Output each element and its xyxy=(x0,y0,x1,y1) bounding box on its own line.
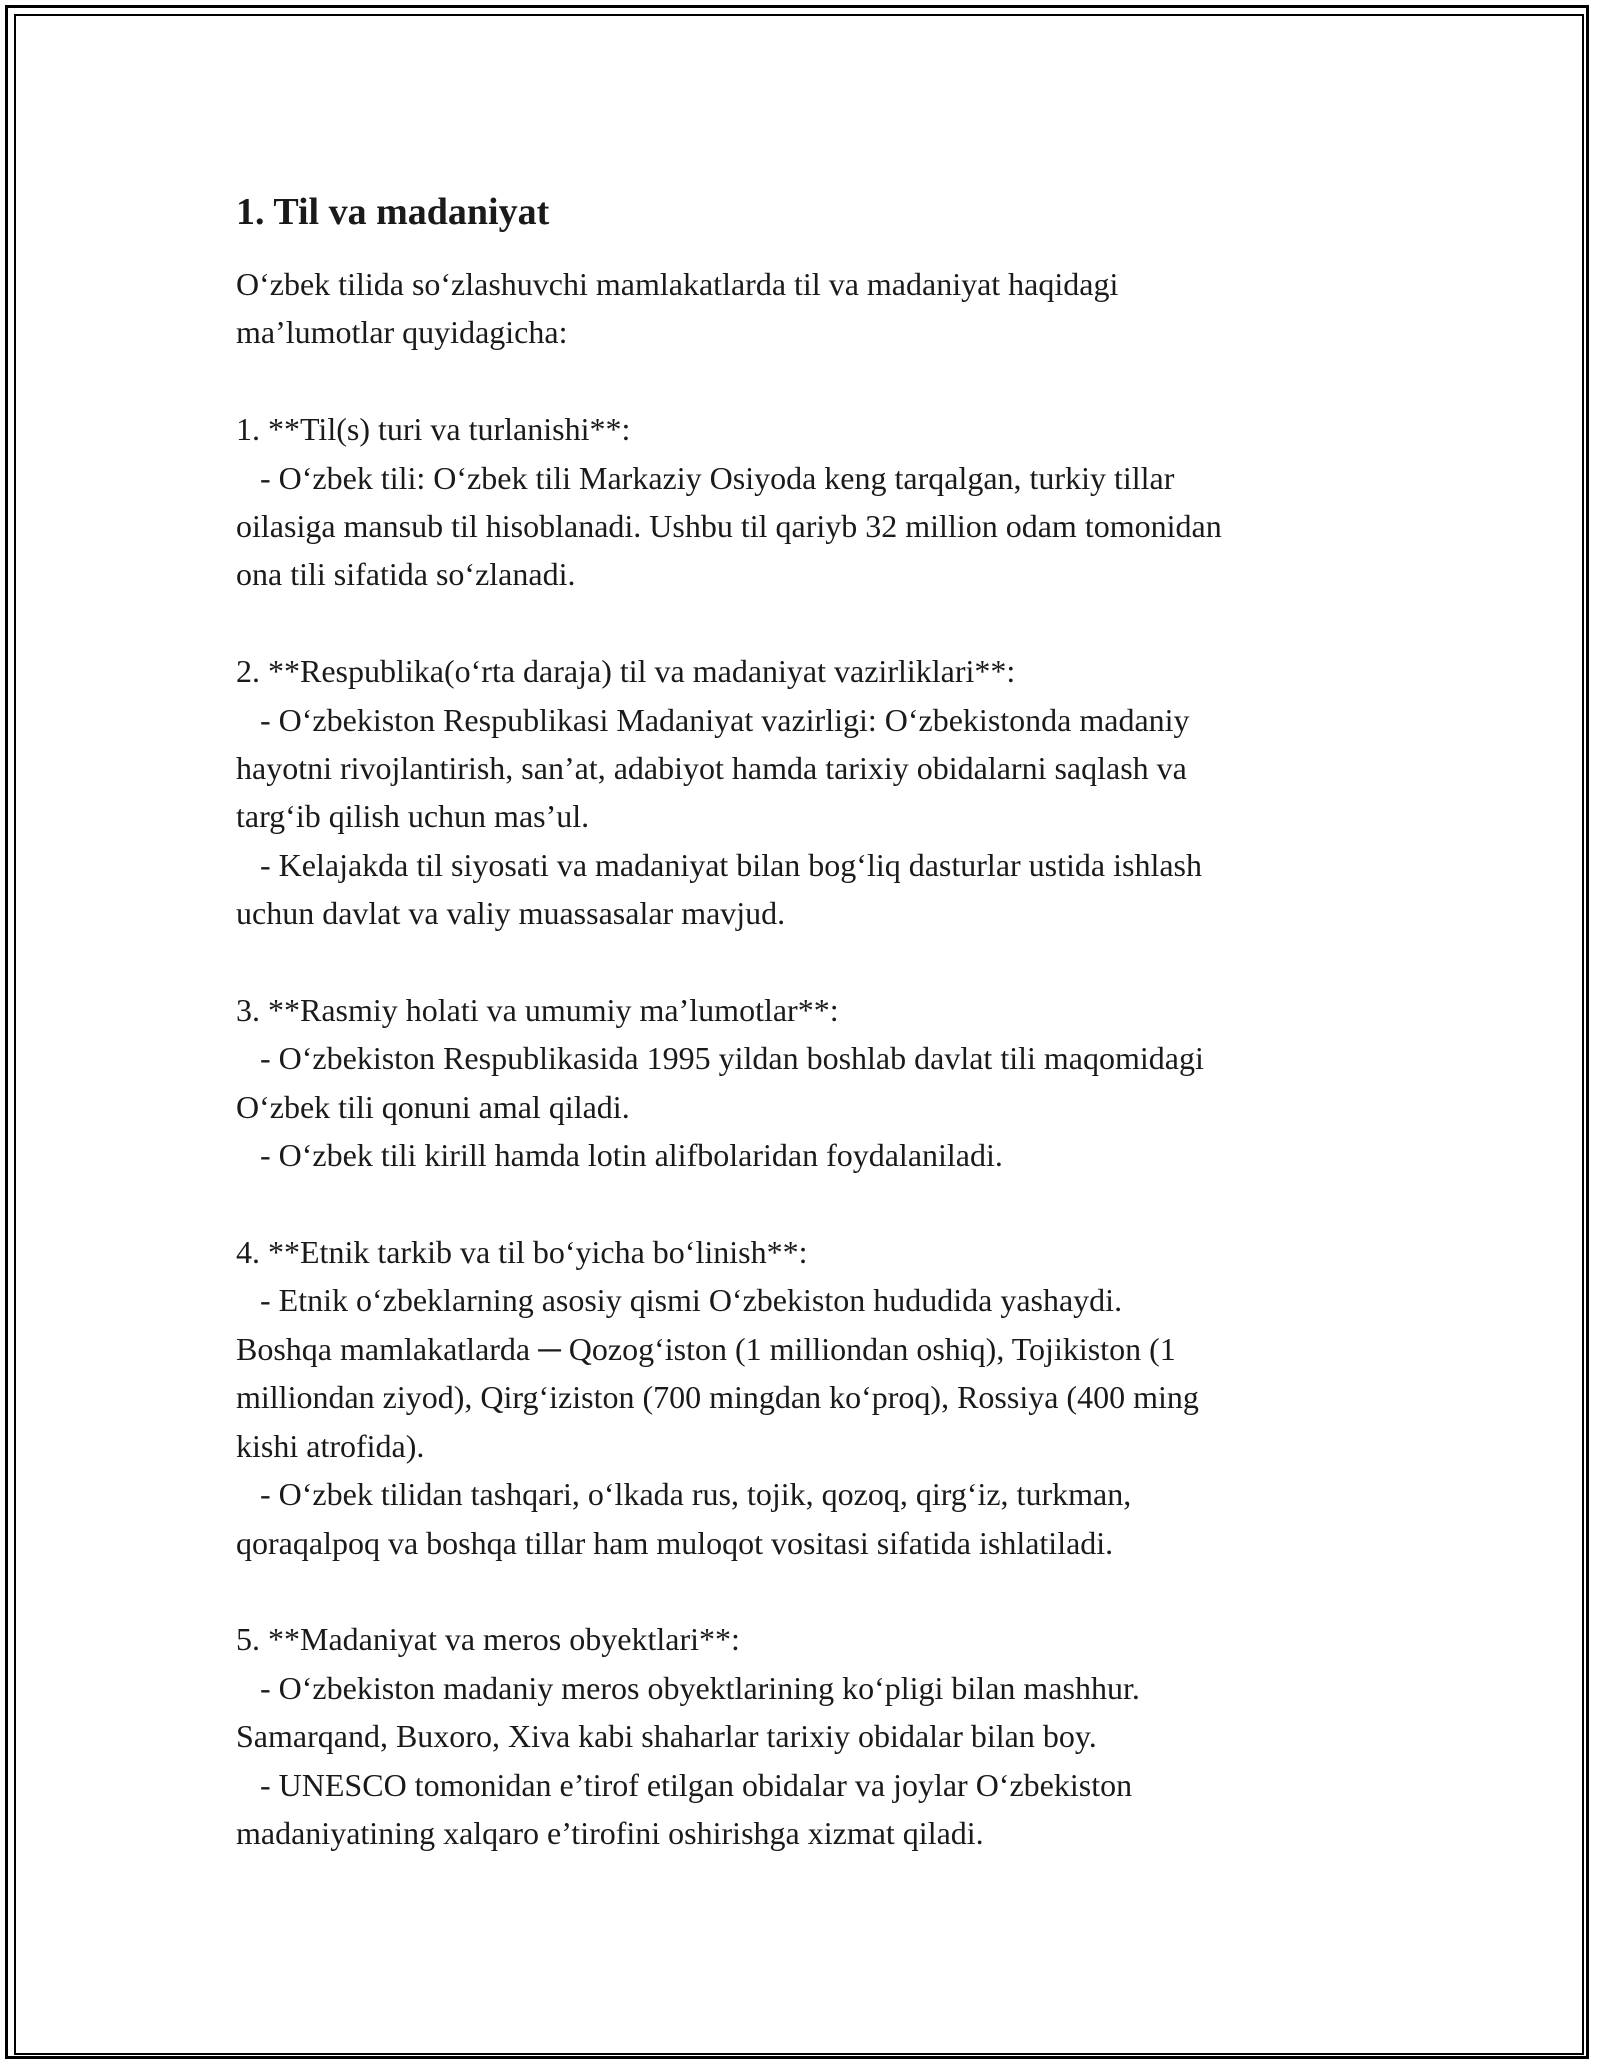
text-line: - O‘zbekiston madaniy meros obyektlarining ko‘pligi bilan mashhur. xyxy=(236,1669,1140,1706)
text-line: ma’lumotlar quyidagicha: xyxy=(236,314,568,351)
text-line: 5. **Madaniyat va meros obyektlari**: xyxy=(236,1621,740,1658)
text-line: ona tili sifatida so‘zlanadi. xyxy=(236,556,576,593)
text-line: oilasiga mansub til hisoblanadi. Ushbu til qariyb 32 million odam tomonidan xyxy=(236,508,1222,545)
text-line: - Etnik o‘zbeklarning asosiy qismi O‘zbekiston hududida yashaydi. xyxy=(236,1282,1123,1319)
text-line: - O‘zbekiston Respublikasida 1995 yildan boshlab davlat tili maqomidagi xyxy=(236,1040,1204,1077)
text-line: - O‘zbekiston Respublikasi Madaniyat vazirligi: O‘zbekistonda madaniy xyxy=(236,701,1190,738)
blank-line xyxy=(236,599,1416,647)
text-line: - O‘zbek tili: O‘zbek tili Markaziy Osiyoda keng tarqalgan, turkiy tillar xyxy=(236,459,1175,496)
blank-line xyxy=(236,1180,1416,1228)
text-line: 4. **Etnik tarkib va til bo‘yicha bo‘linish**: xyxy=(236,1234,808,1271)
text-line: milliondan ziyod), Qirg‘iziston (700 mingdan ko‘proq), Rossiya (400 ming xyxy=(236,1379,1199,1416)
document-body xyxy=(236,186,1416,1857)
text-line: uchun davlat va valiy muassasalar mavjud. xyxy=(236,895,786,932)
text-line: Boshqa mamlakatlarda ─ Qozog‘iston (1 milliondan oshiq), Tojikiston (1 xyxy=(236,1330,1176,1367)
blank-line xyxy=(236,1567,1416,1615)
document-title: 1. Til va madaniyat xyxy=(236,191,550,233)
text-line: - UNESCO tomonidan e’tirof etilgan obidalar va joylar O‘zbekiston xyxy=(236,1766,1133,1803)
text-line: 2. **Respublika(o‘rta daraja) til va madaniyat vazirliklari**: xyxy=(236,653,1016,690)
text-line: 3. **Rasmiy holati va umumiy ma’lumotlar**: xyxy=(236,992,839,1029)
document-text xyxy=(236,260,1416,1857)
text-line: O‘zbek tilida so‘zlashuvchi mamlakatlarda til va madaniyat haqidagi xyxy=(236,266,1119,302)
text-line: kishi atrofida). xyxy=(236,1427,425,1464)
text-line: Samarqand, Buxoro, Xiva kabi shaharlar tarixiy obidalar bilan boy. xyxy=(236,1718,1097,1755)
text-line: qoraqalpoq va boshqa tillar ham muloqot vositasi sifatida ishlatiladi. xyxy=(236,1524,1114,1561)
text-line: - O‘zbek tilidan tashqari, o‘lkada rus, tojik, qozoq, qirg‘iz, turkman, xyxy=(236,1476,1132,1513)
blank-line xyxy=(236,357,1416,405)
blank-line xyxy=(236,938,1416,986)
text-line: hayotni rivojlantirish, san’at, adabiyot hamda tarixiy obidalarni saqlash va xyxy=(236,750,1187,787)
text-line: O‘zbek tili qonuni amal qiladi. xyxy=(236,1088,630,1125)
text-line: targ‘ib qilish uchun mas’ul. xyxy=(236,798,590,835)
text-line: - Kelajakda til siyosati va madaniyat bilan bog‘liq dasturlar ustida ishlash xyxy=(236,846,1202,883)
text-line: madaniyatining xalqaro e’tirofini oshirishga xizmat qiladi. xyxy=(236,1814,984,1851)
text-line: 1. **Til(s) turi va turlanishi**: xyxy=(236,411,631,448)
text-line: - O‘zbek tili kirill hamda lotin alifbolaridan foydalaniladi. xyxy=(236,1137,1003,1174)
